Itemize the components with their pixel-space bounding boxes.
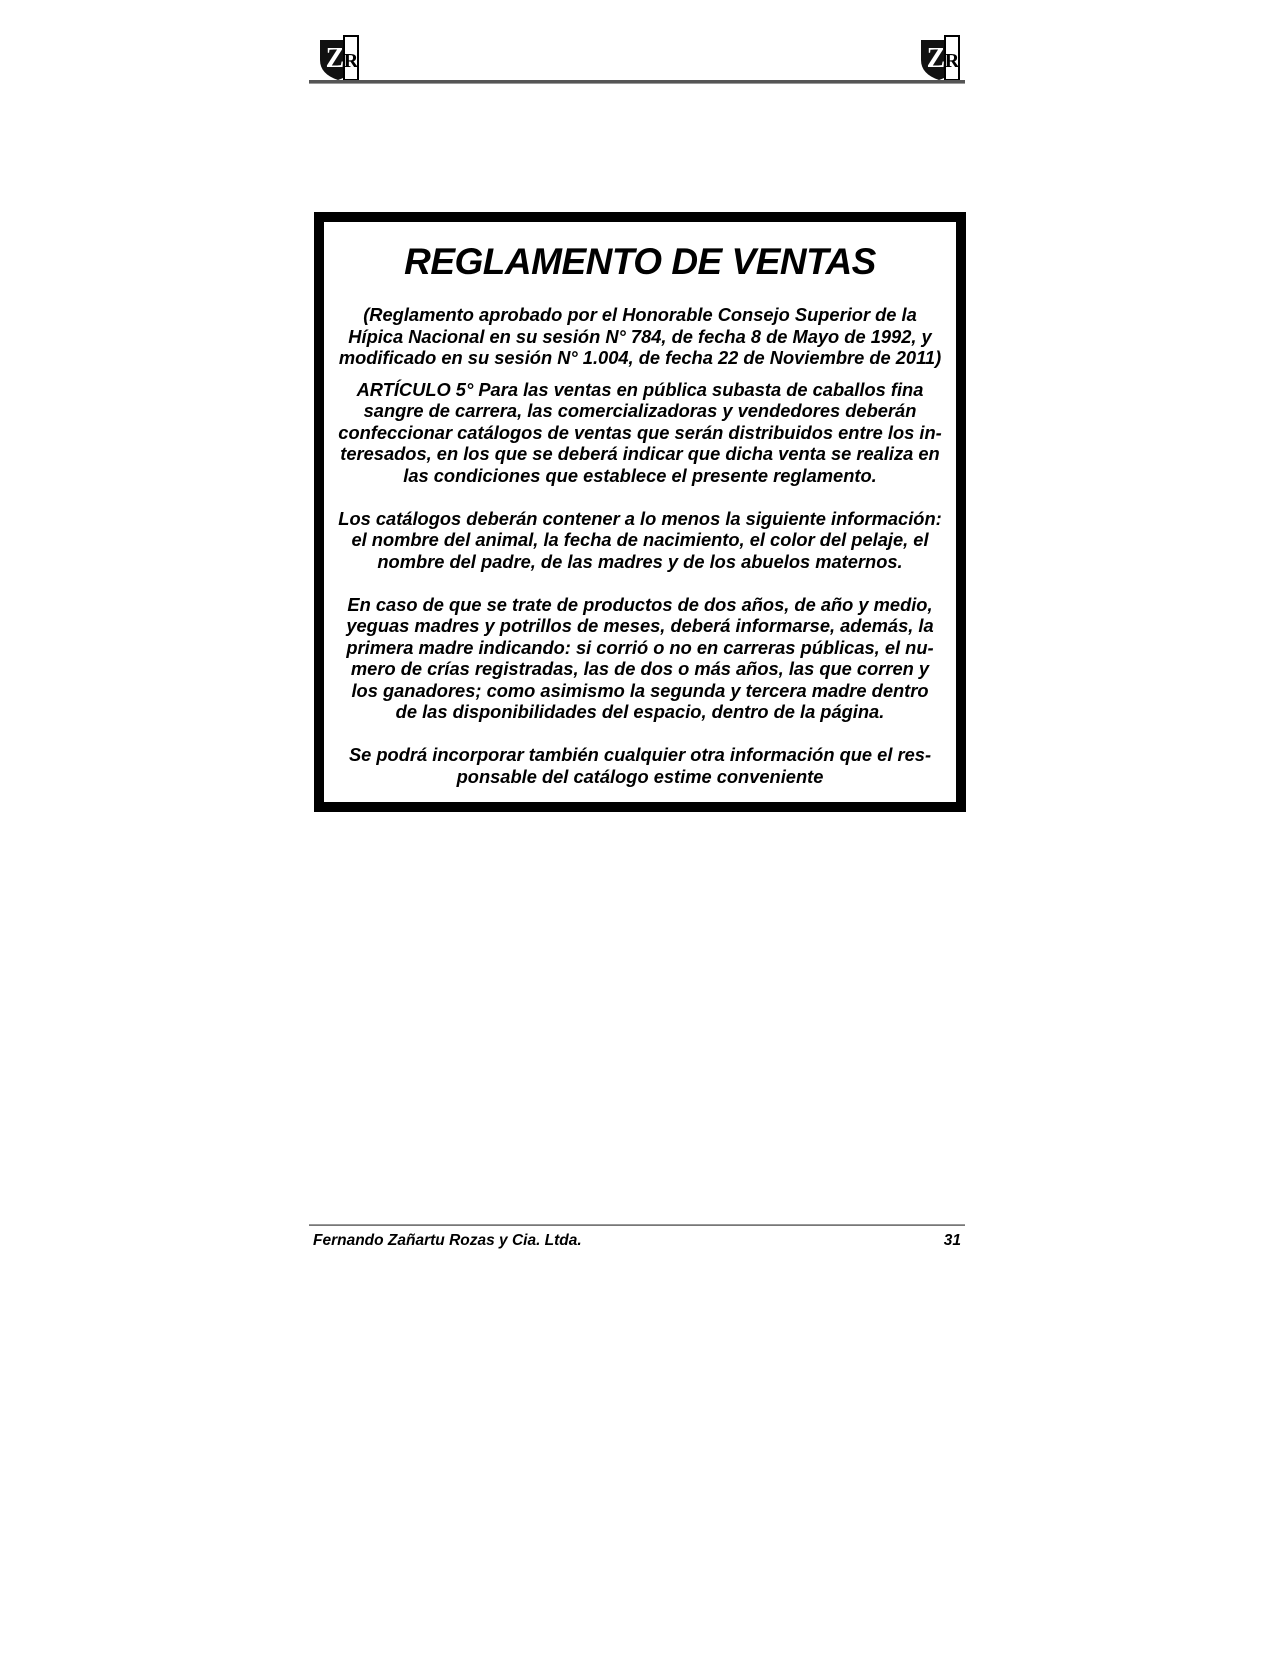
- optional-info-paragraph: Se podrá incorporar también cualquier otra información que el res- ponsable del catálogo estime conveniente: [348, 744, 932, 787]
- document-title: REGLAMENTO DE VENTAS: [404, 241, 876, 282]
- svg-text:R: R: [944, 50, 960, 72]
- svg-text:R: R: [343, 50, 359, 72]
- article-paragraph: ARTÍCULO 5° Para las ventas en pública subasta de caballos fina sangre de carrera, las comercializadoras y vendedores deberán confeccionar catálogos de ventas que serán distribuidos entre los in- teresados, en los que se deberá indicar que dicha venta se realiza en las condiciones que establece el presente reglamento.: [338, 378, 942, 486]
- page-header: [309, 32, 965, 84]
- page-footer: [309, 1224, 965, 1250]
- catalog-requirements-paragraph: Los catálogos deberán contener a lo menos la siguiente información: el nombre del animal, la fecha de nacimiento, el color del pelaje, el nombre del padre, de las madres y de los abuelos maternos.: [338, 507, 942, 572]
- company-logo-right: [915, 34, 963, 82]
- footer-company: Fernando Zañartu Rozas y Cia. Ltda.: [313, 1232, 582, 1249]
- page-number: 31: [943, 1232, 961, 1249]
- svg-text:Z: Z: [325, 43, 345, 74]
- document-subtitle: (Reglamento aprobado por el Honorable Consejo Superior de la Hípica Nacional en su sesión N° 784, de fecha 8 de Mayo de 1992, y modificado en su sesión N° 1.004, de fecha 22 de Noviembre de 2011): [338, 304, 942, 368]
- company-logo-left: [314, 34, 362, 82]
- additional-info-paragraph: En caso de que se trate de productos de dos años, de año y medio, yeguas madres y potrillos de meses, deberá informarse, además, la primera madre indicando: si corrió o no en carreras públicas, el nu- mero de crías registradas, las de dos o más años, las que corren y los ganadores; como asimismo la segunda y tercera madre dentro de las disponibilidades del espacio, dentro de la página.: [346, 593, 934, 722]
- header-rule: [309, 80, 965, 84]
- regulation-frame: [314, 212, 966, 812]
- regulation-content: [324, 222, 956, 802]
- svg-text:Z: Z: [926, 43, 946, 74]
